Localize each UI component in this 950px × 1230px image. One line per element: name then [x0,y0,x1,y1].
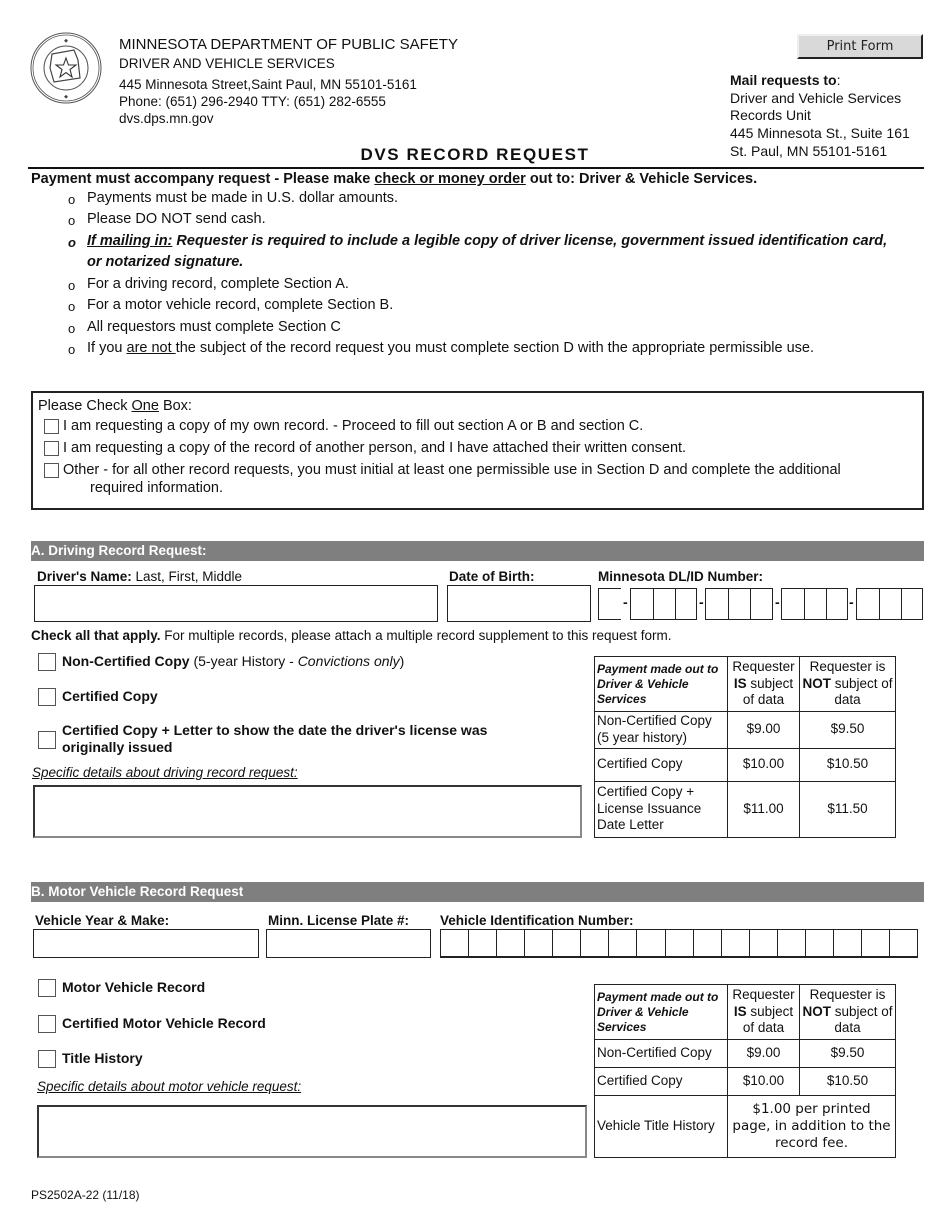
fee-not-subject: $11.50 [800,781,896,837]
vin-digit[interactable] [441,930,469,956]
dl-digit[interactable] [826,588,848,620]
check-all-instructions [31,628,672,643]
dl-digit[interactable] [598,588,621,620]
certified-mv-label: Certified Motor Vehicle Record [62,1015,266,1031]
mv-details-label: Specific details about motor vehicle request: [37,1079,302,1094]
vin-label [440,913,634,928]
vin-digit[interactable] [497,930,525,956]
drivers-name-input[interactable] [34,585,438,622]
fee-hdr-part: Requester is [809,986,886,1002]
fee-table-header: Payment made out to Driver & Vehicle Services [595,985,728,1040]
agency-address: 445 Minnesota Street,Saint Paul, MN 55101-5161 [119,77,417,92]
table-row [595,1068,896,1096]
mv-details-textarea[interactable] [37,1105,587,1158]
dl-dash: - [699,594,704,610]
mail-line: Records Unit [730,107,811,124]
check-one-title-u: One [131,398,159,414]
other-label-cont: required information. [90,480,223,496]
non-certified-label-i: Convictions only [297,653,400,669]
fee-row-label: Certified Copy + License Issuance Date Letter [595,781,728,837]
vin-digit[interactable] [862,930,890,956]
driving-details-label: Specific details about driving record request: [32,765,298,780]
dob-input[interactable] [447,585,591,622]
dl-digit[interactable] [901,588,923,620]
fee-is-subject: $10.00 [728,748,800,781]
year-make-label [35,913,169,928]
vin-digit[interactable] [890,930,917,956]
mv-record-label: Motor Vehicle Record [62,979,206,995]
mv-record-checkbox[interactable] [38,979,56,997]
vin-digit[interactable] [722,930,750,956]
fee-hdr-part: Requester [732,658,795,674]
fee-hdr-bold: IS [733,1003,747,1019]
fee-row-label: Non-Certified Copy [595,1040,728,1068]
list-item: o Please DO NOT send cash. [68,209,898,230]
list-item: o For a motor vehicle record, complete Section B. [68,295,898,316]
table-row [595,1096,896,1158]
non-certified-label-a: (5-year History - [189,653,298,669]
list-item: o All requestors must complete Section C [68,317,898,338]
dob-label [449,569,535,584]
certified-letter-label: Certified Copy + Letter to show the date the driver's license was originally issued [62,722,488,755]
dl-digit[interactable] [728,588,750,620]
table-row [595,712,896,749]
certified-letter-checkbox[interactable] [38,731,56,749]
other-person-checkbox[interactable] [44,441,59,456]
fee-hdr-part: subject of data [742,1003,794,1036]
mv-record-option [38,979,205,997]
mv-fee-table [594,984,896,1158]
dl-digit[interactable] [879,588,901,620]
driving-fee-table [594,656,896,838]
fee-hdr-part: subject of data [742,675,794,708]
title-history-label: Title History [62,1050,143,1066]
fee-hdr-part: Requester [732,986,795,1002]
certified-checkbox[interactable] [38,688,56,706]
certified-mv-option [38,1015,266,1033]
dl-digit[interactable] [705,588,728,620]
check-all-rest: For multiple records, please attach a multiple record supplement to this request form. [160,628,672,643]
form-number: PS2502A-22 (11/18) [31,1188,140,1202]
vin-digit[interactable] [609,930,637,956]
dl-dash: - [623,594,628,610]
mailing-text: Requester is required to include a legible copy of driver license, government issued identification card, or notarized signature. [87,232,888,271]
dl-dash: - [775,594,780,610]
fee-row-label: Certified Copy [595,1068,728,1096]
fee-hdr-part: Requester is [809,658,886,674]
agency-website: dvs.dps.mn.gov [119,111,214,126]
own-record-option [44,418,643,434]
fee-table-header: Payment made out to Driver & Vehicle Services [595,657,728,712]
fee-row-label: Non-Certified Copy (5 year history) [595,712,728,749]
fee-is-subject: $11.00 [728,781,800,837]
fee-hdr-bold: NOT [802,1003,831,1019]
fee-not-subject: $9.50 [800,712,896,749]
fee-row-label: Vehicle Title History [595,1096,728,1158]
vin-digit[interactable] [694,930,722,956]
fee-hdr-bold: IS [733,675,747,691]
title-history-fee: $1.00 per printed page, in addition to the record fee. [728,1096,896,1158]
section-b-header: B. Motor Vehicle Record Request [31,882,924,902]
check-one-title-a: Please Check [38,398,132,414]
vin-digit[interactable] [637,930,665,956]
division-name: DRIVER AND VEHICLE SERVICES [119,56,335,71]
plate-label-text: Minn. License Plate #: [268,913,410,928]
fee-not-subject: $10.50 [800,1068,896,1096]
fee-not-subject: $9.50 [800,1040,896,1068]
dl-digit[interactable] [653,588,675,620]
fee-row-label: Certified Copy [595,748,728,781]
vin-label-text: Vehicle Identification Number: [440,913,634,928]
agency-phone: Phone: (651) 296-2940 TTY: (651) 282-6555 [119,94,386,109]
fee-is-subject: $9.00 [728,1040,800,1068]
agency-name: MINNESOTA DEPARTMENT OF PUBLIC SAFETY [119,36,458,53]
certified-option [38,688,158,706]
certified-mv-checkbox[interactable] [38,1015,56,1033]
vin-digit[interactable] [778,930,806,956]
fee-is-subject: $9.00 [728,712,800,749]
own-record-label: I am requesting a copy of my own record. - Proceed to fill out section A or B and section C. [63,418,644,434]
fee-hdr-part: subject of data [830,675,893,708]
drivers-name-label [37,569,242,584]
non-certified-label-bold: Non-Certified Copy [62,653,190,669]
non-certified-checkbox[interactable] [38,653,56,671]
fee-hdr-part: subject of data [830,1003,893,1036]
payment-method: check or money order [374,171,526,187]
payment-bullets [68,188,898,359]
dl-digit[interactable] [675,588,697,620]
dl-number-label-text: Minnesota DL/ID Number: [598,569,764,584]
fee-table-header [800,985,896,1040]
bullet-text: the subject of the record request you must complete section D with the appropriate permissible use. [175,340,814,357]
other-checkbox[interactable] [44,463,59,478]
mail-label-colon: : [836,72,841,88]
fee-is-subject: $10.00 [728,1068,800,1096]
dl-digit[interactable] [856,588,879,620]
vin-digit[interactable] [666,930,694,956]
print-form-button[interactable]: Print Form [797,34,923,59]
state-seal [30,32,102,104]
check-one-title-b: Box: [158,398,192,414]
title-history-checkbox[interactable] [38,1050,56,1068]
svg-text:◆: ◆ [64,38,68,44]
certified-letter-option [38,722,508,756]
vin-input [440,929,918,958]
other-option [44,462,841,478]
own-record-checkbox[interactable] [44,419,59,434]
mailing-lead: If mailing in: [87,232,173,249]
title-divider [28,167,924,169]
check-one-title [38,398,192,414]
vin-digit[interactable] [469,930,497,956]
list-item-mailing [68,231,898,274]
drivers-name-label-rest: Last, First, Middle [131,569,243,584]
fee-not-subject: $10.50 [800,748,896,781]
vin-digit[interactable] [806,930,834,956]
dl-digit[interactable] [804,588,826,620]
dl-number-label [598,569,763,584]
other-label: Other - for all other record requests, you must initial at least one permissible use in Section D and complete the additional [63,462,841,478]
mail-line: 445 Minnesota St., Suite 161 [730,125,910,142]
dl-dash: - [849,594,854,610]
table-row [595,748,896,781]
payment-instructions [31,171,757,187]
dl-digit[interactable] [781,588,804,620]
other-person-option [44,440,686,456]
list-item [68,338,898,359]
table-row [595,781,896,837]
dl-digit[interactable] [750,588,773,620]
fee-table-header [800,657,896,712]
fee-hdr-bold: NOT [802,675,831,691]
section-a-header: A. Driving Record Request: [31,541,924,561]
dl-digit[interactable] [630,588,653,620]
payment-prefix: Payment must accompany request - Please make [31,171,375,187]
drivers-name-label-bold: Driver's Name: [37,569,132,584]
other-person-label: I am requesting a copy of the record of another person, and I have attached their written consent. [63,440,687,456]
dl-number-input [598,588,924,622]
plate-input[interactable] [266,929,431,958]
mail-line: St. Paul, MN 55101-5161 [730,142,888,159]
title-history-option [38,1050,143,1068]
non-certified-option [38,653,404,671]
driving-details-textarea[interactable] [33,785,582,838]
plate-label [268,913,409,928]
vin-digit[interactable] [553,930,581,956]
vin-digit[interactable] [525,930,553,956]
bullet-text: If you [87,340,127,357]
check-all-bold: Check all that apply. [31,628,161,643]
vin-digit[interactable] [834,930,862,956]
list-item: o For a driving record, complete Section A. [68,274,898,295]
vin-digit[interactable] [581,930,609,956]
vin-digit[interactable] [750,930,778,956]
year-make-input[interactable] [33,929,259,958]
dob-label-text: Date of Birth: [449,569,535,584]
table-row [595,1040,896,1068]
certified-label: Certified Copy [62,688,158,704]
year-make-label-text: Vehicle Year & Make: [35,913,170,928]
form-title: DVS RECORD REQUEST [360,145,590,164]
non-certified-label [62,653,404,670]
fee-table-header [728,985,800,1040]
mail-line: Driver and Vehicle Services [730,89,902,106]
fee-table-header [728,657,800,712]
mail-label: Mail requests to [730,72,837,88]
non-certified-label-b: ) [399,653,405,669]
svg-text:◆: ◆ [64,94,68,100]
list-item: o Payments must be made in U.S. dollar amounts. [68,188,898,209]
bullet-underline: are not [126,340,176,357]
payment-suffix: out to: Driver & Vehicle Services. [525,171,758,187]
